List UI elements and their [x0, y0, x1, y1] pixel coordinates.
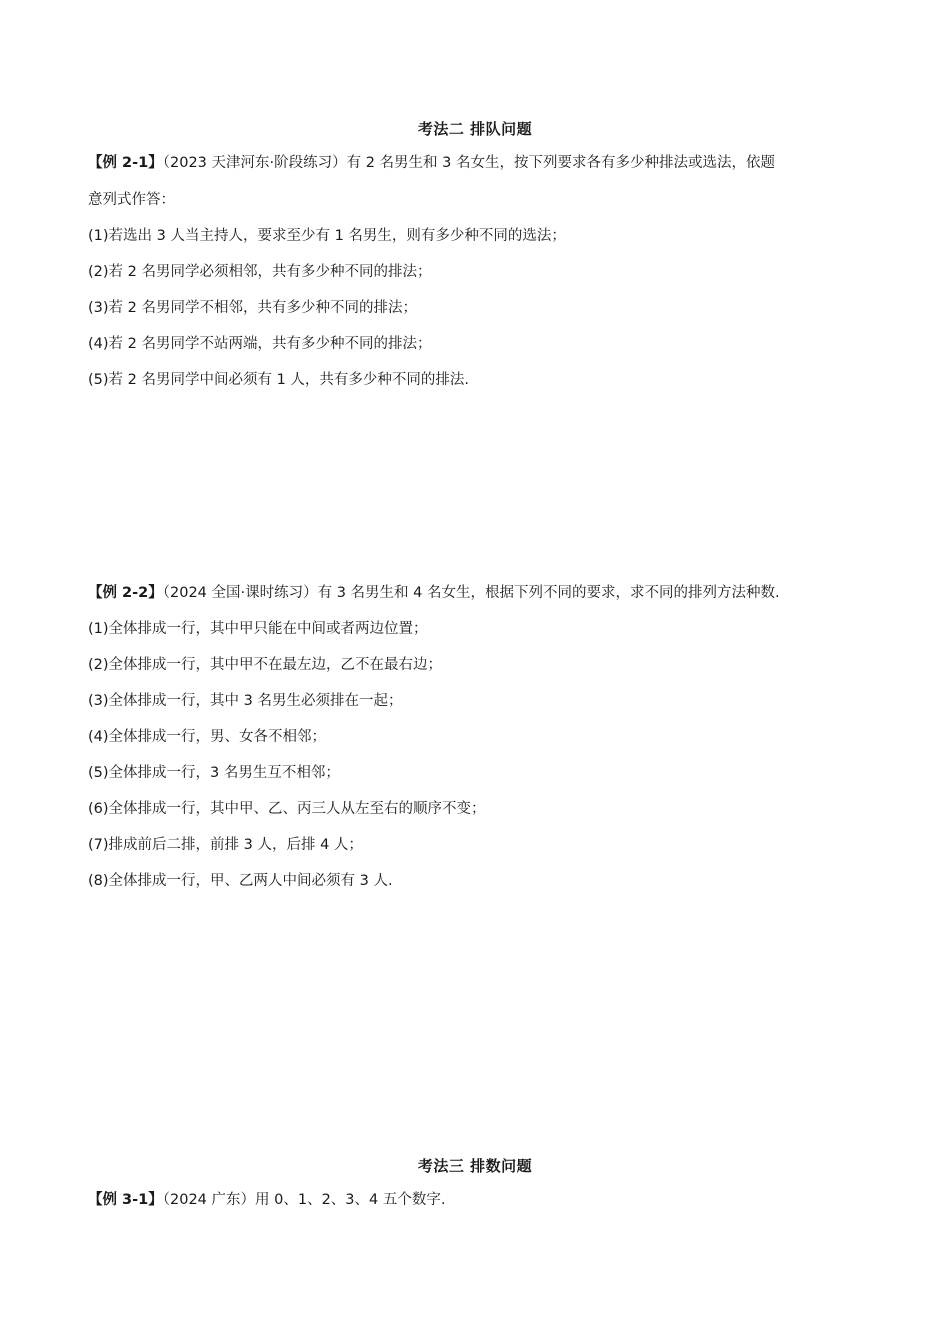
example-3-1-tag: 【例 3-1】	[88, 1192, 163, 1208]
example-2-2-item: (8)全体排成一行，甲、乙两人中间必须有 3 人.	[88, 873, 393, 889]
example-2-1-text: （2023 天津河东·阶段练习）有 2 名男生和 3 名女生，按下列要求各有多少种排法或选法，依题	[162, 155, 776, 171]
example-2-1-intro-cont: 意列式作答：	[88, 192, 175, 208]
example-2-1-item: (5)若 2 名男同学中间必须有 1 人，共有多少种不同的排法.	[88, 372, 470, 388]
example-2-2-item: (3)全体排成一行，其中 3 名男生必须排在一起；	[88, 693, 403, 709]
example-2-2-intro	[88, 583, 780, 603]
example-2-2-item: (5)全体排成一行，3 名男生互不相邻；	[88, 765, 340, 781]
example-2-2-item: (6)全体排成一行，其中甲、乙、丙三人从左至右的顺序不变；	[88, 801, 486, 817]
example-2-1-item: (4)若 2 名男同学不站两端，共有多少种不同的排法；	[88, 336, 432, 352]
example-2-1-item: (1)若选出 3 人当主持人，要求至少有 1 名男生，则有多少种不同的选法；	[88, 228, 566, 244]
example-2-1-item: (3)若 2 名男同学不相邻，共有多少种不同的排法；	[88, 300, 417, 316]
example-2-1-intro	[88, 153, 775, 173]
example-3-1-text: （2024 广东）用 0、1、2、3、4 五个数字.	[162, 1192, 446, 1208]
example-2-2-tag: 【例 2-2】	[88, 585, 163, 601]
example-2-2-item: (2)全体排成一行，其中甲不在最左边，乙不在最右边；	[88, 657, 443, 673]
example-2-1-item: (2)若 2 名男同学必须相邻，共有多少种不同的排法；	[88, 264, 432, 280]
section-2-title: 考法二 排队问题	[417, 120, 533, 138]
example-2-2-item: (4)全体排成一行，男、女各不相邻；	[88, 729, 327, 745]
section-3-title: 考法三 排数问题	[417, 1157, 533, 1175]
example-2-1-tag: 【例 2-1】	[88, 155, 163, 171]
example-3-1-intro	[88, 1190, 445, 1210]
example-2-2-item: (7)排成前后二排，前排 3 人，后排 4 人；	[88, 837, 363, 853]
example-2-2-item: (1)全体排成一行，其中甲只能在中间或者两边位置；	[88, 621, 428, 637]
example-2-2-text: （2024 全国·课时练习）有 3 名男生和 4 名女生，根据下列不同的要求，求不同的排列方法种数.	[162, 585, 780, 601]
